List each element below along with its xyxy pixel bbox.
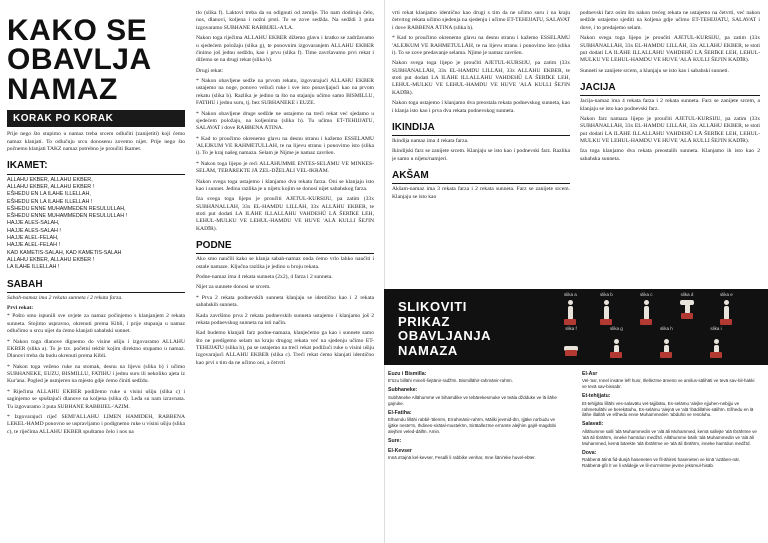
prayer-figures <box>560 292 765 362</box>
prayer-mat-icon <box>720 319 732 325</box>
paragraph: Ikindija namaz ima 4 rekata farza. <box>392 138 469 145</box>
column-3 <box>392 10 570 285</box>
paragraph: * Nakon obavljene sedže na prvom rekatu, izgovarajući ALLAHU EKBER ustajemo na noge, ponovo vežući ruke i sve isto ponavljajući kao na prvom rekatu (slika b). Razlika je jedino ta što na stajanju učimo samo BISMILLU, FATIHU i jednu suru, tj. bez SUBHANEKE i EUZE. <box>196 78 374 107</box>
figure-head-icon <box>714 339 719 344</box>
paragraph: * Kad to proučimo okrenemo glavu na desnu stranu i kažemo ESSELĀMU 'ALEJKUM VE RAHMETULLĀH, te na lijevu stranu i ponovimo isto (slika i). To se zove predavanje selama. Njime je namaz završen. <box>392 35 570 56</box>
ikamet-line: ALLAHU EKBER, ALLAHU EKBER ! <box>7 183 95 190</box>
prayer-mat-icon <box>681 313 693 319</box>
figure-body-icon <box>644 306 649 320</box>
ikamet-line: EŠHEDU EN LA ILAHE ILLELLAH, <box>7 191 91 198</box>
ikamet-line: HAJJE ALES-SALAH, <box>7 220 60 227</box>
ikamet-line: EŠHEDU ENNE MUHAMMEDEN RESULULLAH, <box>7 205 126 212</box>
subtitle-bar: KORAK PO KORAK <box>7 110 185 127</box>
figure-a <box>564 292 577 325</box>
dua-text: Innā a'tajnā kel-kevser, Fesalli li rabbike venhar, Inne šāni'eke huvel-ebter. <box>388 454 536 460</box>
ikamet-heading: IKAMET: <box>7 159 185 174</box>
figure-label: slika d <box>680 292 694 297</box>
dua-text: Et-tehijjātu lillāhi ves-salavātu vet-tajjibātu, Es-selāmu 'alejke ejjuhen-nebijju ve rahmetullāhi ve berekātuhu, Es-selāmu 'alejnā ve 'alā 'ibādillāhis-sālihīn. Ešhedu en lā ilāhe illallāh ve ešhedu enne Muhammeden 'abduhū ve resūluhu. <box>582 400 754 418</box>
col4-paragraphs <box>580 10 760 75</box>
paragraph: Nakon toga riječima ALLAHU EKBER dižemo glavu i kratko se zadržavamo u sjedećem položaju (slika g), te ponovnim izgovaranjem ALLAHU EKBER činimo još jednu sedždu, kao i prvu (slika f). Time završavamo prvi rekat i dižemo se na drugi rekat (slika h). <box>196 35 374 64</box>
paragraph: Ikindijski farz se zanijete srcem. Klanjaju se isto kao i podnevski farz. Razlika je samo u nijetu/namjeri. <box>392 148 570 162</box>
figure-body-icon <box>568 306 573 320</box>
figure-label: slika f <box>565 326 577 331</box>
dua-column-right <box>582 368 760 470</box>
page-title <box>7 16 185 104</box>
prayer-mat-icon <box>610 352 622 358</box>
paragraph: Drugi rekat: <box>196 67 224 74</box>
figure-g <box>610 326 623 358</box>
figure-label: slika i <box>710 326 722 331</box>
title-line-1: KAKO SE <box>7 14 148 47</box>
prayer-mat-icon <box>600 319 612 325</box>
figure-d <box>680 292 694 319</box>
figure-e <box>720 292 733 325</box>
dua-section <box>388 368 762 538</box>
paragraph: Nakon svega toga lijepo je proučiti AJETUL-KURSIJU, pa zatim (33x SUBHĀNALLĀH, 33x EL-HAMDU LILLĀH, 33x ALLĀHU EKBER, te stoti put dodati LA ILĀHE ILLALLĀHU VAHDEHŪ LĀ ŠERĪKE LEH, LEHUL-MULKU VE LEHUL-HAMDU VE HUVE 'ALĀ KULLI ŠEJ'IN KADĪR). <box>392 60 570 96</box>
column-1 <box>7 10 185 535</box>
paragraph: podnevski farz osim što nakon trećeg rekata ne ustajemo na četvrti, već nakon sedžde ustajemo sjediti na koljena gdje učimo ET-TEHIJJATU, SALAVAT i dove, i to predajemo selam. <box>580 10 760 31</box>
figure-h <box>660 326 673 358</box>
dua-heading: El-Asr <box>582 371 598 377</box>
figure-head-icon <box>664 339 669 344</box>
paragraph: Kad budemo klanjali farz podne-namaza, klanjećemo ga kao i sunnete samo što ne predigemo selam na kraju drugog rekata već na sjedenju učimo ET-TEHIJJATU (slika h), pa se ustajemo na treći rekat podižući ruke u visini ušiju izgovarajući ALLAHU EKBER (slika c). Treći rekat ćemo klanjati identično kao prvi s tim da ne učimo oni, a četvrti <box>196 330 374 366</box>
jacija-heading: JACIJA <box>580 81 760 96</box>
first-rakat-label: Prvi rekat: <box>7 305 34 312</box>
prayer-mat-icon <box>660 352 672 358</box>
podne-paragraphs <box>196 256 374 367</box>
figure-i <box>710 326 722 358</box>
ikindija-heading: IKINDIJA <box>392 121 570 136</box>
jacija-paragraphs <box>580 98 760 163</box>
illustration-title <box>398 300 491 358</box>
aksam-heading: AKŠAM <box>392 169 570 184</box>
figure-label: slika c <box>640 292 653 297</box>
sabah-summary: Sabah-namaz ima 2 rekata sunneta i 2 rekata farza. <box>7 294 123 301</box>
paragraph: * Nakon toga lijepo je reći ALLĀHUMME ENTES-SELĀMU VE MINKES-SELĀM, TEBĀREKTE JĀ ZEL-DŽELĀLI VEL-IKRĀM. <box>196 160 374 175</box>
dua-text: Rabbenā ātinā fid-dunjā haseneten ve fil-āhireti haseneten ve kinā 'azāben-nār. Rabbenā-gfir lī ve li vālidejje ve lil-mu'minīne jevme jekūmul-hisāb. <box>582 456 740 468</box>
column-2 <box>196 10 374 535</box>
paragraph: tlo (slika f). Laktovi treba da su odignuti od zemlje. Tlo nam dodiruju čelo, nos, dlanovi, koljena i nožni prsti. To se zove sedžda. Na sedždi 3 puta izgovaramo SUBHANE RABBIJEL-A'LA. <box>196 10 374 31</box>
figure-body-icon <box>724 306 729 320</box>
dua-text: Allāhumme salli 'alā Muhammedin ve 'alā āli Muhammed, kemā sallejte 'alā Ibrāhīme ve 'alā āli Ibrāhīm, inneke hamīdun medžīd. Allāhumme bārik 'alā Muhammedin ve 'alā āli Muhammed, kemā bārekte 'alā Ibrāhīme ve 'alā āli Ibrāhīm, inneke hamīdun medžīd. <box>582 428 757 446</box>
paragraph: * Pošto smo ispunili sve uvjete za namaz počinjemo s klanjanjem 2 rekata sunneta. Stojimo uspravno, okrenuti prema Kibli, i prije stupanja u namaz odlučimo u srcu nijet da ćemo klanjati sabahski sunnet. <box>7 313 185 335</box>
band-title-line: SLIKOVITI <box>398 299 467 314</box>
ikamet-line: HAJJE ALEL-FELAH ! <box>7 242 61 249</box>
ikamet-line: ALLAHU EKBER, ALLAHU EKBER ! <box>7 256 95 263</box>
dua-heading: Euzu i Bismilla: <box>388 371 427 377</box>
dua-heading: Sure: <box>388 437 402 444</box>
ikamet-line: ALLAHU EKBER, ALLAHU EKBER, <box>7 176 93 183</box>
band-title-line: PRIKAZ <box>398 313 450 329</box>
dua-heading: Salavati: <box>582 421 604 428</box>
dua-heading: Dova: <box>582 449 597 456</box>
dua-column-left <box>388 368 566 462</box>
paragraph: * Nakon toga veženo ruke na stomak, desnu na lijevu (slika b) i učimo SUBHANEKE, EUZU, BISMILLU, FATIHU i jednu suru ili nekoliko ajeta iz Kur'ana. Pogled je usmjeren na mjesto gdje ćemo činiti sedždu. <box>7 363 185 385</box>
figure-head-icon <box>614 339 619 344</box>
dua-heading: El-Fatiha: <box>388 409 412 416</box>
prayer-mat-icon <box>640 319 652 325</box>
podne-heading: PODNE <box>196 239 374 254</box>
paragraph: Kada završimo prva 2 rekata podnevskih sunneta ustajemo i klanjamo još 2 rekata podnevskog sunneta na isti način. <box>196 312 374 326</box>
paragraph: * Prva 2 rekata podnevskih sunneta klanjaju se identično kao i 2 rekata sabahskih sunneta. <box>196 294 374 309</box>
paragraph: Nakon toga ustajemo i klanjamo dva preostala rekata podnevskog sunneta, kao i klanja isto kao i prva dva rekata podnevskog sunneta. <box>392 100 570 114</box>
paragraph: * Kad to proučimo okrenemo glavu na desnu stranu i kažemo ESSELAMU 'ALEJKUM VE RAHMETULLAH, te na lijevu stranu i ponovimo isto (slika i). To je kraj našeg namaza. Selam je Nijme je namaz završen. <box>196 135 374 157</box>
intro-text: Prije nego što stupimo u namaz treba srcem odlučiti (zanijetiti) koji ćemo namaz klanjati. To odlučuju srcu donosenu zovemo nijet. Prije nego što počnemo klanjati TAKZ namaz potrebno je proučiti Ikamet. <box>7 131 185 153</box>
figure-label: slika b <box>600 292 613 297</box>
figure-label: slika g <box>610 326 623 331</box>
col3-paragraphs <box>392 10 570 115</box>
band-title-line: NAMAZA <box>398 342 458 358</box>
paragraph: Jacija-namaz ima 4 rekata farza i 2 rekata sunneta. Farz se zanijete srcem, a klanjaju se isto kao podnevski farz. <box>580 98 760 112</box>
title-line-3: NAMAZ <box>7 72 118 106</box>
figure-head-icon <box>604 300 609 305</box>
ikamet-line: KAD KAMETIS-SALAH, KAD KAMETIS-SALAH <box>7 249 122 256</box>
figure-body-icon <box>604 306 609 320</box>
ikamet-line: HAJJE ALEL-FELAH, <box>7 235 59 242</box>
figure-head-icon <box>644 300 649 305</box>
sabah-heading: SABAH <box>7 278 185 293</box>
paragraph: Iza toga klanjamo dva rekata preostalih sunneta. Klanjamo ih isto kao 2 sabahska sunneta. <box>580 148 760 162</box>
dua-text: Elhamdu lillāhi rabbil-'ālemīn, Errahmānir-rahīm, Māliki jevmid-dīn, Ijjāke na'budu ve ijjāke neste'īn, Ihdines-sirātal-mustekīm, Sirātallezīne en'amte alejhim gajril-magdūbi alejhim veled-dāllīn. Amin. <box>388 416 557 434</box>
paragraph: * Nakon obavljene druge sedžde ne ustajemo na treći rekat već sjedamo u sjedećem položaju, na koljenima (slika h). Tu učimo ET-TEHIJJATU, SALAVAT i dove RABBENA ĀTINA. <box>196 110 374 132</box>
figure-label: slika h <box>660 326 673 331</box>
paragraph: * Nakon toga dlanove dignemo do visine ušiju i izgovaramo ALLAHU EKBER (slika a). To je tzv. početni tekbir kojim direktno stupamo u namaz. Dlanovi treba da budu okrenuti prema Kibli. <box>7 338 185 360</box>
title-line-2: OBAVLJA <box>7 43 152 77</box>
paragraph: Ako smo naučili kako se klanja sabah-namaz onda ćemo vrlo lahko naučiti i ostale namaze. Ključna razlika je jedino u broju rekata. <box>196 256 374 270</box>
figure-f <box>564 326 578 356</box>
figure-label: slika e <box>720 292 733 297</box>
paragraph: vrti rekat klanjamo identično kao drugi s tim da ne učimo suru i na kraju četvrtog rekata učimo sjedenja na sjedenju i učimo ET-TEHIJJATU, SALAVAT i dove RABBENA ĀTINA (slika h). <box>392 10 570 31</box>
dua-text: Subhāneke Allāhumme ve bihamdike ve tebārekesmuke ve teāla dždduke ve lā ilāhe gajruke. <box>388 394 557 406</box>
dua-heading: Et-tehijjatu: <box>582 393 611 400</box>
ikamet-line: EŠHEDU ENNE MUHAMMEDEN RESULULLAH ! <box>7 213 128 220</box>
page-fold <box>384 0 385 543</box>
figure-c <box>640 292 653 325</box>
ikindija-paragraphs <box>392 138 570 163</box>
paragraph: Iza svega toga lijepo je proučiti AJETUL-KURSIJU, pa zatim (33x SUBHĀNALLĀH, 33x EL-HAMDU LILLĀH, 33x ALLĀHU EKBER, te stoti put dodati LA ILĀHE ILLALLĀHU VAHDEHŪ LĀ ŠERĪKE LEH, LEHUL-MULKU VE LEHUL-HAMDU VE HUVE 'ALĀ KULLI ŠEJ'IN KADĪR). <box>196 196 374 232</box>
paragraph: Nakon farz namaza lijepo je proučiti AJETUL-KURSIJU, pa zatim (33x SUBHĀNALLĀH, 33x EL-HAMDU LILLĀH, 33x ALLĀHU EKBER, te stoti put dodati LA ILĀHE ILLALLĀHU VAHDEHŪ LĀ ŠERĪKE LEH, LEHUL-MULKU VE LEHUL-HAMDU VE HUVE 'ALĀ KULLI ŠEJ'IN KADĪR). <box>580 115 760 145</box>
paragraph: Sunneti se zanijete srcem, a klanjaju se isto kao i sabahski sunneti. <box>580 67 729 74</box>
paragraph: Nijet za sunnete donosi se srcem. <box>196 284 271 291</box>
dua-text: E'ūzu billāhi mineš-šejtānir-radžīm. Bismillāhir-rahmānir-rahīm. <box>388 378 513 384</box>
paragraph: * Riječima ALLAHU EKBER podižemo ruke u visini ušiju (slika c) i saginjemo se spuštajući dlanove na koljena (slika d). Leđa su nam izravnata. Tu izgovaramo 3 puta SUBHANE RABBIJEL-'AZIM. <box>7 388 185 410</box>
col2-paragraphs <box>196 10 374 233</box>
ikamet-line: HAJJE ALES-SALAH ! <box>7 227 61 234</box>
paragraph: Podne-namaz ima 4 rekata sunneta (2x2), 4 farza i 2 sunneta. <box>196 274 333 281</box>
band-title-line: OBAVLJANJA <box>398 328 492 344</box>
paragraph: Akšam-namaz ima 3 rekata farza i 2 rekata sunneta. Farz se zanijete srcem. Klanjaju se isto kao <box>392 186 570 200</box>
ikamet-text <box>7 177 185 272</box>
paragraph: Nakon svega toga lijepo je proučiti AJETUL-KURSIJU, pa zatim (33x SUBHĀNALLĀH, 33x EL-HAMDU LILLĀH, 33x ALLĀHU EKBER, te stoti put dodati LA ILĀHE ILLALLĀHU VAHDEHŪ LĀ ŠERĪKE LEH, LEHUL-MULKU VE LEHUL-HAMDU VE HUVE 'ALĀ KULLI ŠEJ'IN KADĪR). <box>580 35 760 64</box>
dua-text: Vel-'asr, Innel insāne lefī husr, Illellezīne āmenū ve amilus-sālihāti ve tevā sav-bil-hakki ve tevā sav-bissabr. <box>582 378 755 390</box>
paragraph: Nakon svega toga ustajemo i klanjamo dva rekata farza. Oni se klanjaju isto kao i sunnet. Jedina razlika je u nijetu kojim se donosi nijet sabahskog farza. <box>196 178 374 192</box>
prayer-mat-icon <box>710 352 722 358</box>
figure-head-icon <box>724 300 729 305</box>
ikamet-line: LA ILAHE ILLELLAH ! <box>7 264 60 271</box>
ikamet-line: EŠHEDU EN LA ILAHE ILLELLAH ! <box>7 198 93 205</box>
prayer-mat-icon <box>564 319 576 325</box>
column-4 <box>580 10 760 285</box>
dua-heading: Subhaneke: <box>388 387 418 394</box>
prayer-mat-icon <box>565 350 577 356</box>
dua-heading: El-Kevser <box>388 447 412 454</box>
figure-label: slika a <box>564 292 577 297</box>
figure-b <box>600 292 613 325</box>
figure-head-icon <box>568 300 573 305</box>
aksam-paragraphs <box>392 186 570 201</box>
sabah-paragraphs <box>7 313 185 436</box>
paragraph: * Izgovarajući riječ SEMI'ALLAHU LIMEN HAMIDEH, RABBENA LEKEL-HAMD ponovno se uspravljamo i podignemo ruke u visini ušiju (slika c), te riječima ALLAHU EKBER spuštamo čelo i nos na <box>7 413 185 435</box>
